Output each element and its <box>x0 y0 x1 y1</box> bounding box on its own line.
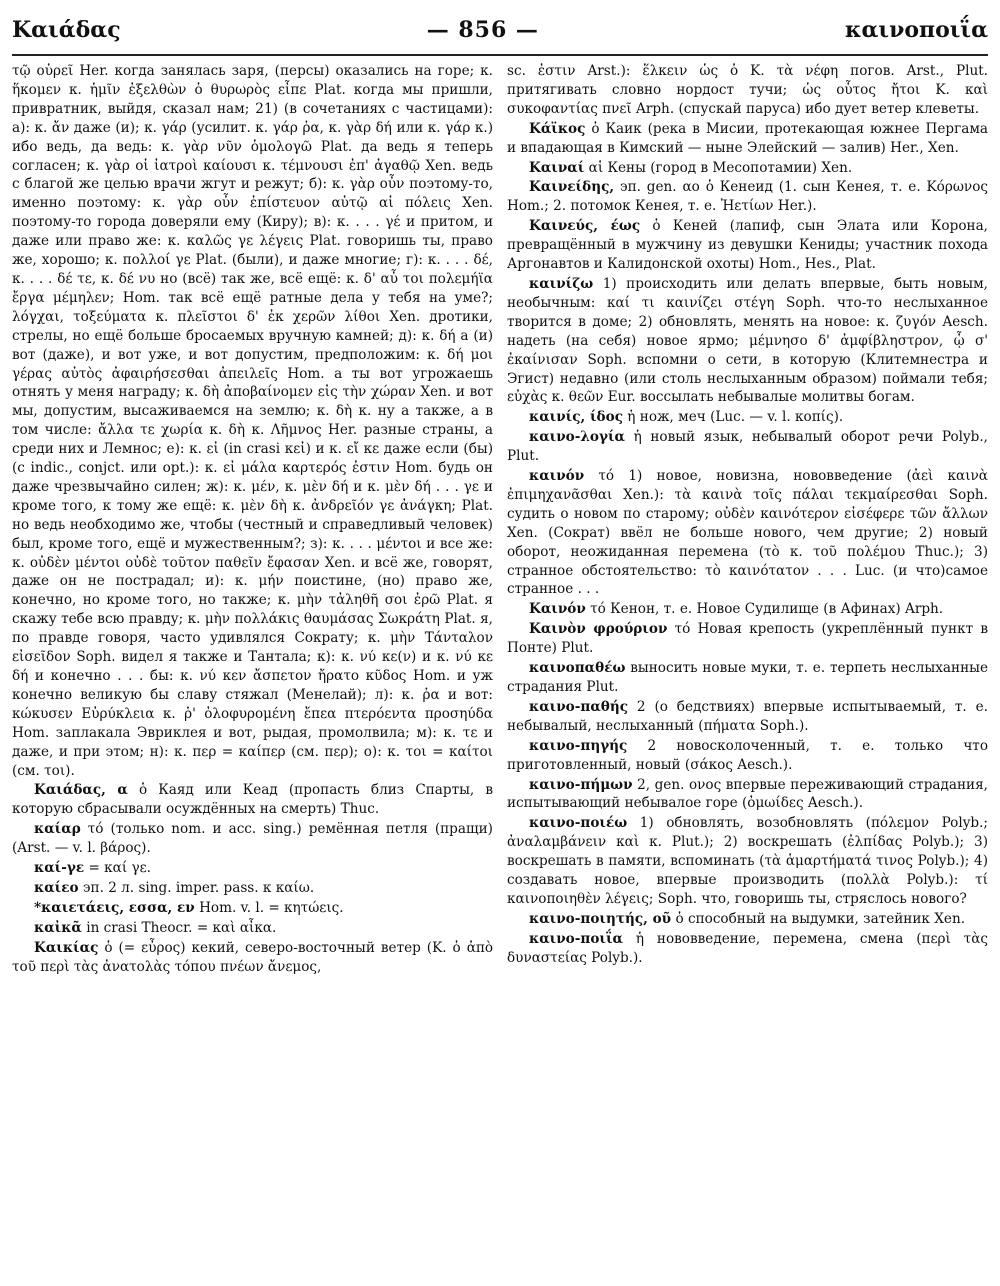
entry-headword: καινο-παθής <box>529 698 629 715</box>
entry-headword: Κάϊκος <box>529 120 586 137</box>
entry-headword: καινο-λογία <box>529 429 625 446</box>
entry-definition: эп. 2 л. sing. imper. pass. к καίω. <box>82 879 315 896</box>
entry-definition: τό (только nom. и acc. sing.) ремённая петля (пращи) (Arst. — v. l. βάρος). <box>12 821 493 857</box>
entry-definition: Hom. v. l. = κητώεις. <box>199 899 344 916</box>
entry-definition: ἡ новый язык, небывалый оборот речи Polyb., Plut. <box>507 429 988 465</box>
dictionary-entry <box>507 620 988 658</box>
dictionary-entry <box>507 698 988 736</box>
text-columns <box>12 62 988 1280</box>
dictionary-entry <box>507 776 988 814</box>
entry-definition: in crasi Theocr. = καὶ αἶκα. <box>86 919 277 936</box>
entry-headword: καί-γε <box>34 860 85 877</box>
dictionary-entry <box>507 408 988 427</box>
entry-headword: καίεο <box>34 879 79 896</box>
entry-headword: καινο-πήμων <box>529 776 633 793</box>
dictionary-entry <box>12 899 493 918</box>
entry-headword: Καιάδας, α <box>34 782 128 799</box>
left-column <box>12 62 493 1280</box>
entry-headword: καινο-ποιητής, οῦ <box>529 910 672 927</box>
entry-definition: 2, gen. ονος впервые переживающий страдания, испытывающий небывалое горе (ὀμωίδες Aesch.). <box>507 776 988 812</box>
entry-definition: ἡ нож, меч (Luc. — v. l. κοπίς). <box>627 409 844 426</box>
entry-definition: αἱ Кены (город в Месопотамии) Xen. <box>588 159 853 176</box>
entry-headword: καινόν <box>529 468 585 485</box>
entry-definition: ὁ (= εὖρος) кекий, северо-восточный ветер (Κ. ὁ ἀπὸ τοῦ περὶ τὰς ἀνατολὰς τόπου πνέων ἄνεμος, <box>12 939 493 975</box>
dictionary-entry <box>507 62 988 119</box>
entry-definition: τό Кенон, т. е. Новое Судилище (в Афинах) Arph. <box>590 601 944 618</box>
entry-definition: τῷ οὐρεῖ Her. когда занялась заря, (персы) оказались на горе; κ. ἥκομεν κ. ἡμῖν ἐξελθὼν ὁ θυρωρὸς εἶπε Plat. когда мы пришли, привратник, выйдя, сказал нам; 21) (в сочетаниях с частицами): а): κ. ἄν даже (и); κ. γάρ (усилит. κ. γάρ ῥα, κ. γὰρ δή или κ. γάρ κ.) ибо ведь, да ведь: κ. γὰρ νῦν ὁμολογῶ Plat. да ведь я теперь согласен; κ. γὰρ οἱ ἰατροὶ καίουσι κ. τέμνουσι ἐπ' ἀγαθῷ Xen. ведь с благой же целью врачи жгут и режут; б): κ. γὰρ οὖν поэтому-то, именно поэтому: κ. γὰρ οὖν ἐπίστευον αὐτῷ αἱ πόλεις Xen. поэтому-то города доверяли ему (Киру); в): κ. . . . γέ и притом, и даже или право же: κ. καλῶς γε λέγεις Plat. говоришь ты, право же, хорошо; κ. πολλοί γε Plat. (были), и даже многие; г): κ. . . . δέ, κ. . . . δέ τε, κ. δέ νυ но (всё) так же, всё ещё: κ. δ' αὖ τοι πολεμήϊα ἔργα μέμηλεν; Hom. так всё ещё ратные дела у тебя на уме?; λόγχαι, τοξεύματα κ. πλεῖστοι δ' ἐκ χερῶν λίθοι Xen. дротики, стрелы, но ещё больше бросаемых вручную камней; д): κ. δή а (и) вот (даже), и вот уже, и вот допустим, предположим: κ. δή μοι γέρας αὐτὸς ἀφαιρήσεσθαι ἀπειλεῖς Hom. а ты вот угрожаешь отнять у меня награду; κ. δὴ ἀποβαίνομεν εἰς τὴν χώραν Xen. и вот мы, допустим, высаживаемся на землю; κ. δὴ κ. ну а также, а в том числе: ἄλλα τε χωρία κ. δὴ κ. Λῆμνος Her. разные страны, а среди них и Лемнос; е): κ. εἰ (in crasi κεἰ) и κ. εἴ κε даже если (бы) (с indic., conjct. или opt.): κ. εἰ μάλα καρτερός ἐστιν Hom. будь он даже чрезвычайно силен; ж): κ. μέν, κ. μὲν δή и κ. μὲν δή . . . γε и кроме того, к тому же ещё: κ. μὲν δὴ κ. ἀνδρεῖόν γε ἀνάγκη; Plat. но ведь необходимо же, чтобы (честный и справедливый человек) был, кроме того, ещё и мужественным?; з): κ. . . . μέντοι и все же: κ. οὐδὲν μέντοι οὐδὲ τοῦτον παθεῖν ἔφασαν Xen. и всё же, говорят, даже он не пострадал; и): κ. μήν поистине, (но) право же, конечно, но кроме того, но также; κ. μὴν τἀληθῆ σοι ἐρῶ Plat. я скажу тебе всю правду; κ. μὴν πολλάκις θαυμάσας Σωκράτη Plat. я, по правде говоря, часто удивлялся Сократу; κ. μὴν Τάνταλον εἰσεῖδον Soph. видел я также и Тантала; к): κ. νύ κε(ν) и κ. νύ κε δή и конечно . . . бы: κ. νύ κεν ἄσπετον ἤρατο κῦδος Hom. и уж конечно великую бы славу стяжал (Менелай); л): κ. ῥα и вот: κώκυσεν Εὐρύκλεια κ. ῥ' ὀλοφυρομένη ἔπεα πτερόεντα προσηύδα Hom. заплакала Эвриклея и вот, рыдая, промолвила; м): κ. τε и даже, и при этом; н): κ. περ = καίπερ (см. περ); о): κ. τοι = καίτοι (см. τοι). <box>12 63 493 779</box>
page-header <box>12 6 988 56</box>
entry-definition: ὁ способный на выдумки, затейник Xen. <box>675 910 966 927</box>
dictionary-entry <box>12 820 493 858</box>
dictionary-entry <box>507 814 988 909</box>
entry-definition: эп. gen. αο ὁ Кенеид (1. сын Кенея, т. е. Κόρωνος Hom.; 2. потомок Кенея, т. е. Ἠετίων Her.). <box>507 179 988 215</box>
dictionary-entry <box>12 859 493 878</box>
entry-definition: ἡ нововведение, перемена, смена (περὶ τὰς δυναστείας Polyb.). <box>507 930 988 966</box>
entry-definition: = καί γε. <box>88 860 151 877</box>
page-number: — 856 — <box>426 17 539 43</box>
dictionary-entry <box>12 879 493 898</box>
entry-definition: выносить новые муки, т. е. терпеть неслыханные страдания Plut. <box>507 660 988 695</box>
entry-definition: ὁ Каяд или Кеад (пропасть близ Спарты, в которую сбрасывали осуждённых на смерть) Thuc. <box>12 782 493 818</box>
entry-definition: τό 1) новое, новизна, нововведение (ἀεὶ καινὰ ἐπιμηχανᾶσθαι Xen.): τὰ καινὰ τοῖς πάλαι τεκμαίρεσθαι Soph. судить о новом по старому; οὐδὲν καινότερον εἰσέφερε τῶν ἄλλων Xen. (Сократ) ввёл не больше нового, чем другие; 2) новый оборот, неожиданная перемена (τὸ κ. τοῦ πολέμου Thuc.); 3) странное обстоятельство: τὸ καινότατον . . . Luc. (и что)самое странное . . . <box>507 468 988 598</box>
entry-headword: Καινόν <box>529 601 586 618</box>
entry-definition: τό Новая крепость (укреплённый пункт в Понте) Plut. <box>507 621 988 657</box>
entry-definition: 1) происходить или делать впервые, быть новым, необычным: καί τι καινίζει στέγη Soph. что-то неслыханное творится в доме; 2) обновлять, менять на новое: κ. ζυγόν Aesch. надеть (на себя) новое ярмо; μέμνησο δ' ἀμφίβληστρον, ᾧ σ' ἐκαίνισαν Soph. вспомни о сети, в которую (Клитемнестра и Эгист) недавно (или столь неслыханным образом) поймали тебя; εὐχὰς κ. θεῶν Eur. воссылать небывалые молитвы богам. <box>507 275 988 406</box>
dictionary-entry <box>507 275 988 407</box>
entry-headword: καἰκᾶ <box>34 919 82 936</box>
dictionary-entry <box>507 467 988 599</box>
right-column <box>507 62 988 1280</box>
entry-headword: Καινὸν φρούριον <box>529 621 668 638</box>
entry-headword: *καιετάεις, εσσα, εν <box>34 899 195 916</box>
entry-definition: 2 новосколоченный, т. е. только что приготовленный, новый (σάκος Aesch.). <box>507 737 988 773</box>
entry-headword: Καικίας <box>34 939 99 956</box>
entry-headword: καινοπαθέω <box>529 660 626 677</box>
dictionary-entry <box>507 600 988 619</box>
dictionary-entry <box>507 930 988 968</box>
dictionary-entry <box>12 62 493 780</box>
dictionary-entry <box>507 120 988 158</box>
entry-headword: Καινεύς, έως <box>529 218 641 235</box>
entry-headword: Καιναί <box>529 159 585 176</box>
entry-definition: sc. ἐστιν Arst.): ἕλκειν ὡς ὁ Κ. τὰ νέφη погов. Arst., Plut. притягивать словно нордост тучи; ὡς οὗτος ἤτοι Κ. καὶ συκοφαντίας πνεῖ Arph. (спускай паруса) ибо дует ветер клеветы. <box>507 63 988 117</box>
entry-headword: καινο-πηγής <box>529 737 628 754</box>
dictionary-entry <box>507 428 988 466</box>
entry-definition: ὁ Каик (река в Мисии, протекающая южнее Пергама и впадающая в Кимский — ныне Элейский — залив) Her., Xen. <box>507 120 988 156</box>
dictionary-entry <box>507 737 988 775</box>
entry-headword: καινο-ποιέω <box>529 815 628 832</box>
dictionary-entry <box>12 781 493 819</box>
entry-headword: καίαρ <box>34 821 81 838</box>
right-running-headword: καινοποιΐα <box>845 17 988 43</box>
dictionary-entry <box>507 217 988 274</box>
dictionary-entry <box>507 659 988 697</box>
dictionary-entry <box>507 910 988 929</box>
left-running-headword: Καιάδας <box>12 17 121 43</box>
entry-headword: καινίς, ίδος <box>529 409 623 426</box>
entry-headword: καινο-ποιΐα <box>529 930 624 947</box>
dictionary-entry <box>12 919 493 938</box>
dictionary-entry <box>12 939 493 977</box>
entry-headword: καινίζω <box>529 275 594 292</box>
entry-headword: Καινείδης, <box>529 179 615 196</box>
dictionary-entry <box>507 178 988 216</box>
entry-definition: 1) обновлять, возобновлять (πόλεμον Polyb.; ἀναλαμβάνειν καὶ κ. Plut.); 2) воскрешать (ἐλπίδας Polyb.); 3) воскрешать в памяти, вспоминать (τὰ ἁμαρτήματά τινος Polyb.); 4) создавать новое, впервые производить (πολλὰ Polyb.): τί καινοποιηθὲν λέγεις; Soph. что, говоришь ты, стряслось нового? <box>507 815 988 907</box>
entry-definition: 2 (о бедствиях) впервые испытываемый, т. е. небывалый, неслыханный (πήματα Soph.). <box>507 698 988 734</box>
dictionary-entry <box>507 159 988 178</box>
entry-definition: ὁ Кеней (лапиф, сын Элата или Корона, превращённый в мужчину из девушки Кениды; участник похода Аргонавтов и Калидонской охоты) Hom., Hes., Plat. <box>507 218 988 273</box>
